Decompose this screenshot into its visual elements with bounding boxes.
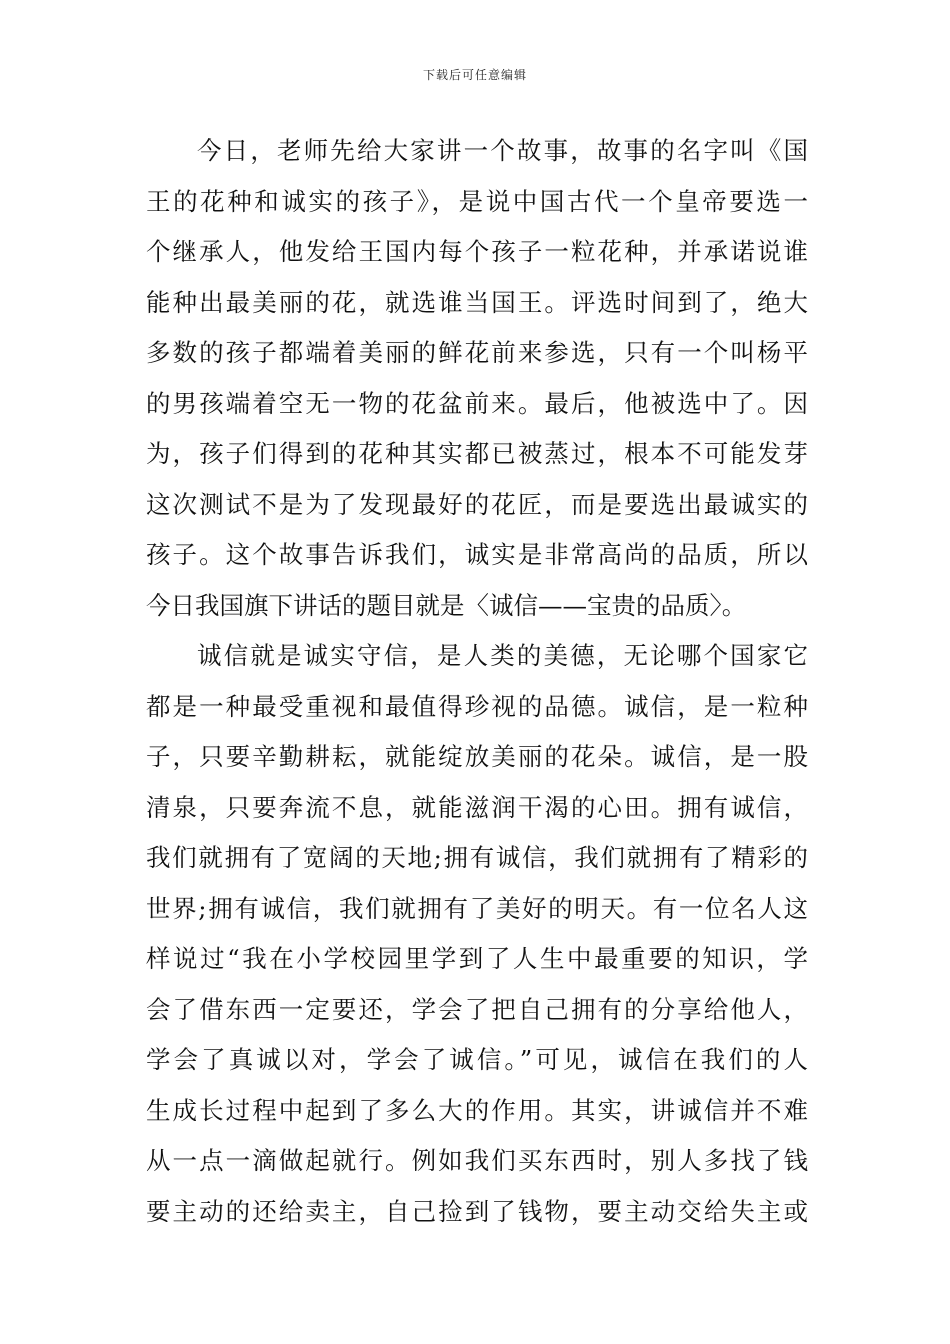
text-line: 生成长过程中起到了多么大的作用。其实，讲诚信并不难 [146,1095,808,1125]
text-line: 都是一种最受重视和最值得珍视的品德。诚信，是一粒种 [146,691,808,721]
text-line: 会了借东西一定要还，学会了把自己拥有的分享给他人， [146,994,808,1024]
text-line: 为，孩子们得到的花种其实都已被蒸过，根本不可能发芽 [146,439,808,468]
text-line: 孩子。这个故事告诉我们，诚实是非常高尚的品质，所以 [146,540,808,569]
text-line: 多数的孩子都端着美丽的鲜花前来参选，只有一个叫杨平 [146,338,808,367]
text-line: 从一点一滴做起就行。例如我们买东西时，别人多找了钱 [146,1146,808,1175]
text-line: 学会了真诚以对，学会了诚信。”可见，诚信在我们的人 [146,1045,808,1074]
text-line: 清泉，只要奔流不息，就能滋润干渴的心田。拥有诚信， [146,792,808,822]
text-line: 我们就拥有了宽阔的天地;拥有诚信，我们就拥有了精彩的 [146,843,808,872]
body-text [146,126,808,1237]
text-line: 样说过“我在小学校园里学到了人生中最重要的知识，学 [146,944,808,973]
text-line: 能种出最美丽的花，就选谁当国王。评选时间到了，绝大 [146,287,808,317]
text-line: 这次测试不是为了发现最好的花匠，而是要选出最诚实的 [146,489,808,519]
text-line: 王的花种和诚实的孩子》，是说中国古代一个皇帝要选一 [146,186,808,216]
text-line: 今日我国旗下讲话的题目就是〈诚信——宝贵的品质〉。 [146,590,747,620]
text-line: 子，只要辛勤耕耘，就能绽放美丽的花朵。诚信，是一股 [146,742,808,771]
text-line: 要主动的还给卖主，自己捡到了钱物，要主动交给失主或 [146,1196,808,1226]
page-header-note: 下载后可任意编辑 [422,68,527,82]
text-line: 的男孩端着空无一物的花盆前来。最后，他被选中了。因 [146,388,808,418]
text-line: 诚信就是诚实守信，是人类的美德，无论哪个国家它 [197,641,808,670]
text-line: 个继承人，他发给王国内每个孩子一粒花种，并承诺说谁 [146,237,808,266]
text-line: 世界;拥有诚信，我们就拥有了美好的明天。有一位名人这 [146,893,808,923]
text-line: 今日，老师先给大家讲一个故事，故事的名字叫《国 [197,136,808,165]
